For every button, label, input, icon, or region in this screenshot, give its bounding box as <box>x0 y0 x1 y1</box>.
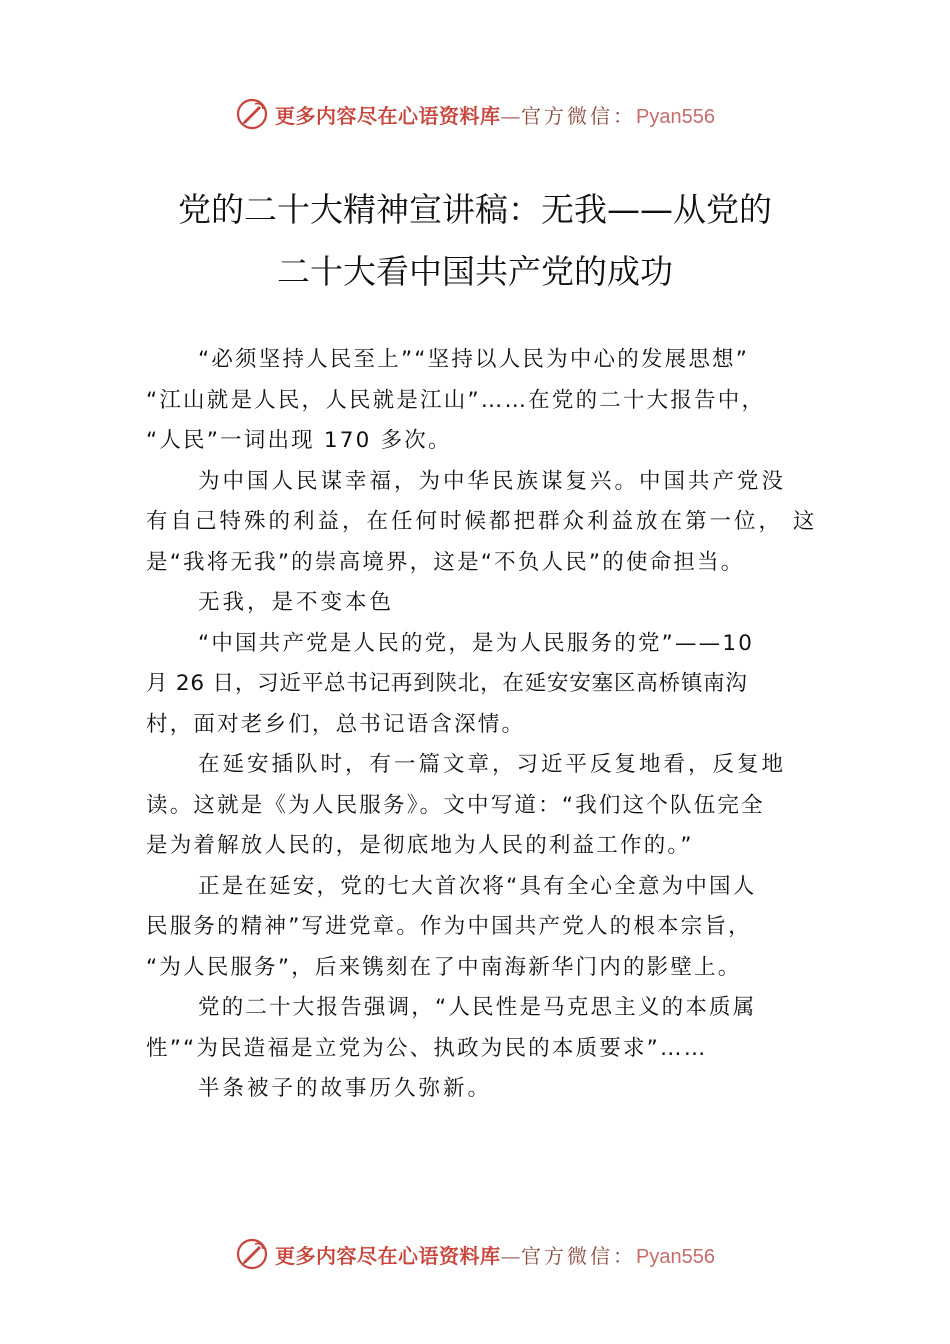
header-wechat-id: Pyan556 <box>636 105 715 128</box>
body-line: 党的二十大报告强调，“人民性是马克思主义的本质属 <box>198 995 757 1020</box>
body-line: 为中国人民谋幸福，为中华民族谋复兴。中国共产党没 <box>198 468 787 494</box>
pen-logo-icon <box>235 1237 269 1271</box>
footer-wechat-id: Pyan556 <box>636 1245 715 1268</box>
header-brand: 更多内容尽在心语资料库 <box>275 103 501 128</box>
document-title-line-2: 二十大看中国共产党的成功 <box>277 252 673 291</box>
footer-separator: — <box>500 1243 522 1268</box>
body-line: 有自己特殊的利益，在任何时候都把群众利益放在第一位， 这 <box>146 509 818 534</box>
body-line: 在延安插队时，有一篇文章，习近平反复地看，反复地 <box>198 752 787 777</box>
header-banner <box>0 96 950 132</box>
header-separator: — <box>500 103 522 128</box>
document-title-line-1: 党的二十大精神宣讲稿：无我——从党的 <box>178 190 772 229</box>
pen-logo-icon <box>235 97 269 131</box>
body-line: 性”“为民造福是立党为公、执政为民的本质要求”…… <box>146 1035 708 1061</box>
body-line: 正是在延安，党的七大首次将“具有全心全意为中国人 <box>198 873 757 899</box>
header-text <box>275 100 715 129</box>
body-line: 是“我将无我”的崇高境界，这是“不负人民”的使命担当。 <box>146 549 745 575</box>
body-line: “为人民服务”，后来镌刻在了中南海新华门内的影壁上。 <box>146 954 742 980</box>
body-line: 无我，是不变本色 <box>198 590 395 615</box>
body-line: 是为着解放人民的，是彻底地为人民的利益工作的。” <box>146 833 694 858</box>
body-line: “必须坚持人民至上”“坚持以人民为中心的发展思想” <box>198 347 750 372</box>
body-line: 民服务的精神”写进党章。作为中国共产党人的根本宗旨， <box>146 914 752 939</box>
body-line: 半条被子的故事历久弥新。 <box>198 1076 493 1101</box>
body-line: “江山就是人民，人民就是江山”……在党的二十大报告中， <box>146 387 766 413</box>
body-line: 村，面对老乡们，总书记语含深情。 <box>146 711 526 737</box>
footer-official-label: 官方微信： <box>521 1243 637 1268</box>
footer-brand: 更多内容尽在心语资料库 <box>275 1243 501 1268</box>
footer-text <box>275 1240 715 1269</box>
header-official-label: 官方微信： <box>521 103 637 128</box>
document-body <box>146 340 818 1110</box>
footer-banner <box>0 1236 950 1272</box>
body-line: “人民”一词出现 170 多次。 <box>146 428 452 453</box>
body-line: 读。这就是《为人民服务》。文中写道：“我们这个队伍完全 <box>146 792 765 818</box>
body-line: “中国共产党是人民的党，是为人民服务的党”——10 <box>198 630 755 656</box>
body-line: 月 26 日，习近平总书记再到陕北，在延安安塞区高桥镇南沟 <box>146 671 748 696</box>
